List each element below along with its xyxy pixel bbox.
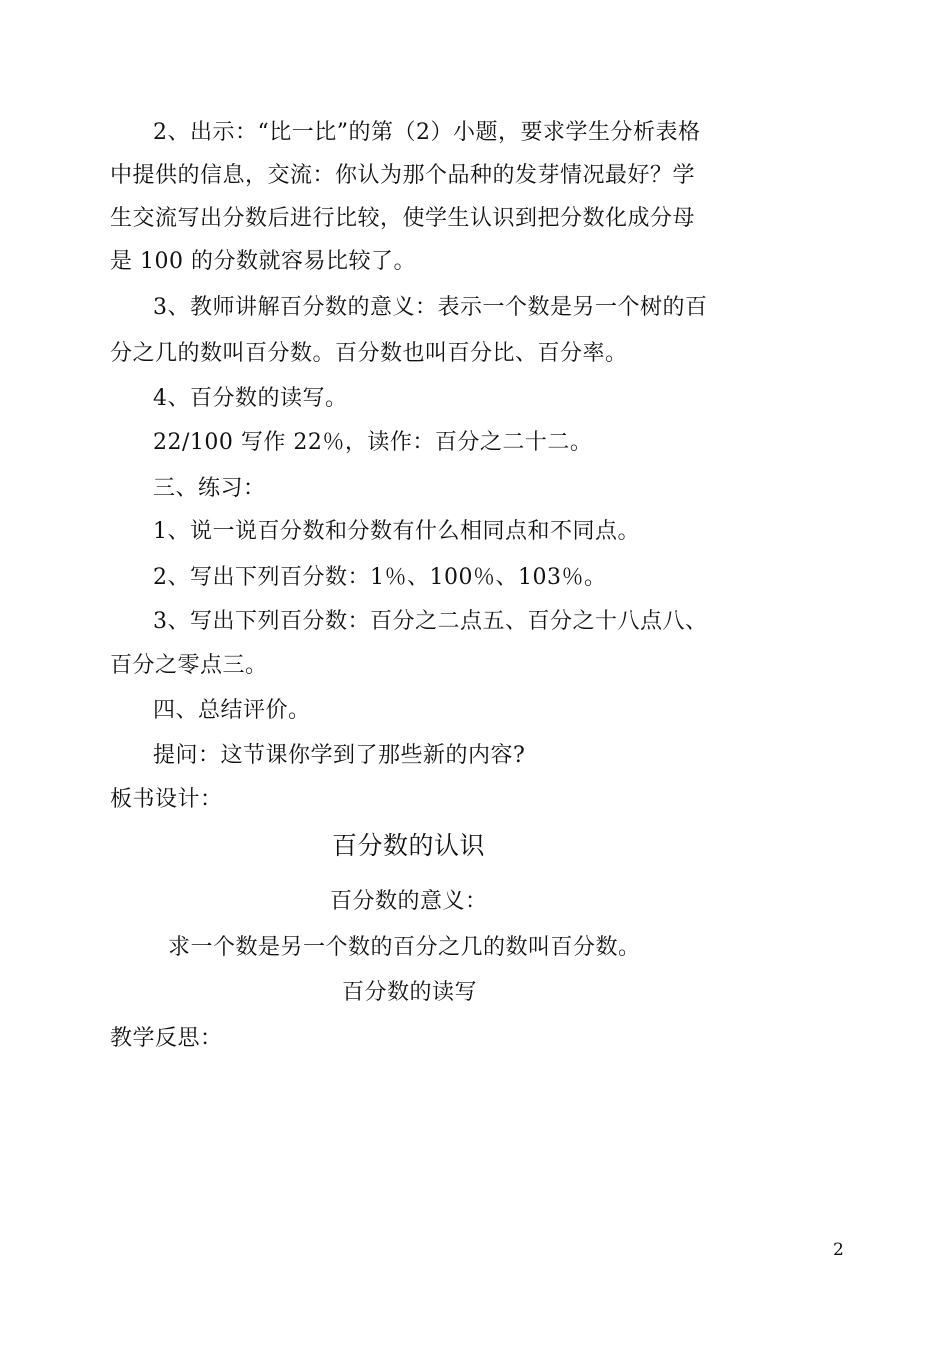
- section-heading: 四、总结评价。: [153, 698, 311, 723]
- paragraph-line: 生交流写出分数后进行比较，使学生认识到把分数化成分母: [110, 206, 696, 231]
- paragraph-line: 3、写出下列百分数：百分之二点五、百分之十八点八、: [153, 609, 708, 634]
- paragraph-line: 中提供的信息，交流：你认为那个品种的发芽情况最好？学: [110, 163, 696, 188]
- paragraph-line: 1、说一说百分数和分数有什么相同点和不同点。: [153, 519, 640, 544]
- paragraph-line: 4、百分数的读写。: [153, 386, 348, 411]
- paragraph-line: 提问：这节课你学到了那些新的内容?: [153, 743, 526, 768]
- board-line: 百分数的意义：: [330, 889, 488, 914]
- paragraph-line: 2、出示：“比一比”的第（2）小题，要求学生分析表格: [153, 120, 701, 145]
- paragraph-line: 百分之零点三。: [110, 653, 268, 678]
- page-number: 2: [833, 1240, 844, 1260]
- section-heading: 三、练习：: [153, 476, 266, 501]
- paragraph-line: 是 100 的分数就容易比较了。: [110, 249, 416, 274]
- board-line: 求一个数是另一个数的百分之几的数叫百分数。: [168, 935, 641, 960]
- section-heading: 板书设计：: [110, 787, 223, 812]
- board-line: 百分数的读写: [342, 980, 478, 1005]
- board-title: 百分数的认识: [332, 831, 486, 860]
- paragraph-line: 22/100 写作 22％，读作：百分之二十二。: [153, 430, 593, 455]
- paragraph-line: 3、教师讲解百分数的意义：表示一个数是另一个树的百: [153, 295, 708, 320]
- paragraph-line: 2、写出下列百分数：1％、100％、103％。: [153, 565, 607, 590]
- section-heading: 教学反思：: [110, 1026, 223, 1051]
- paragraph-line: 分之几的数叫百分数。百分数也叫百分比、百分率。: [110, 341, 628, 366]
